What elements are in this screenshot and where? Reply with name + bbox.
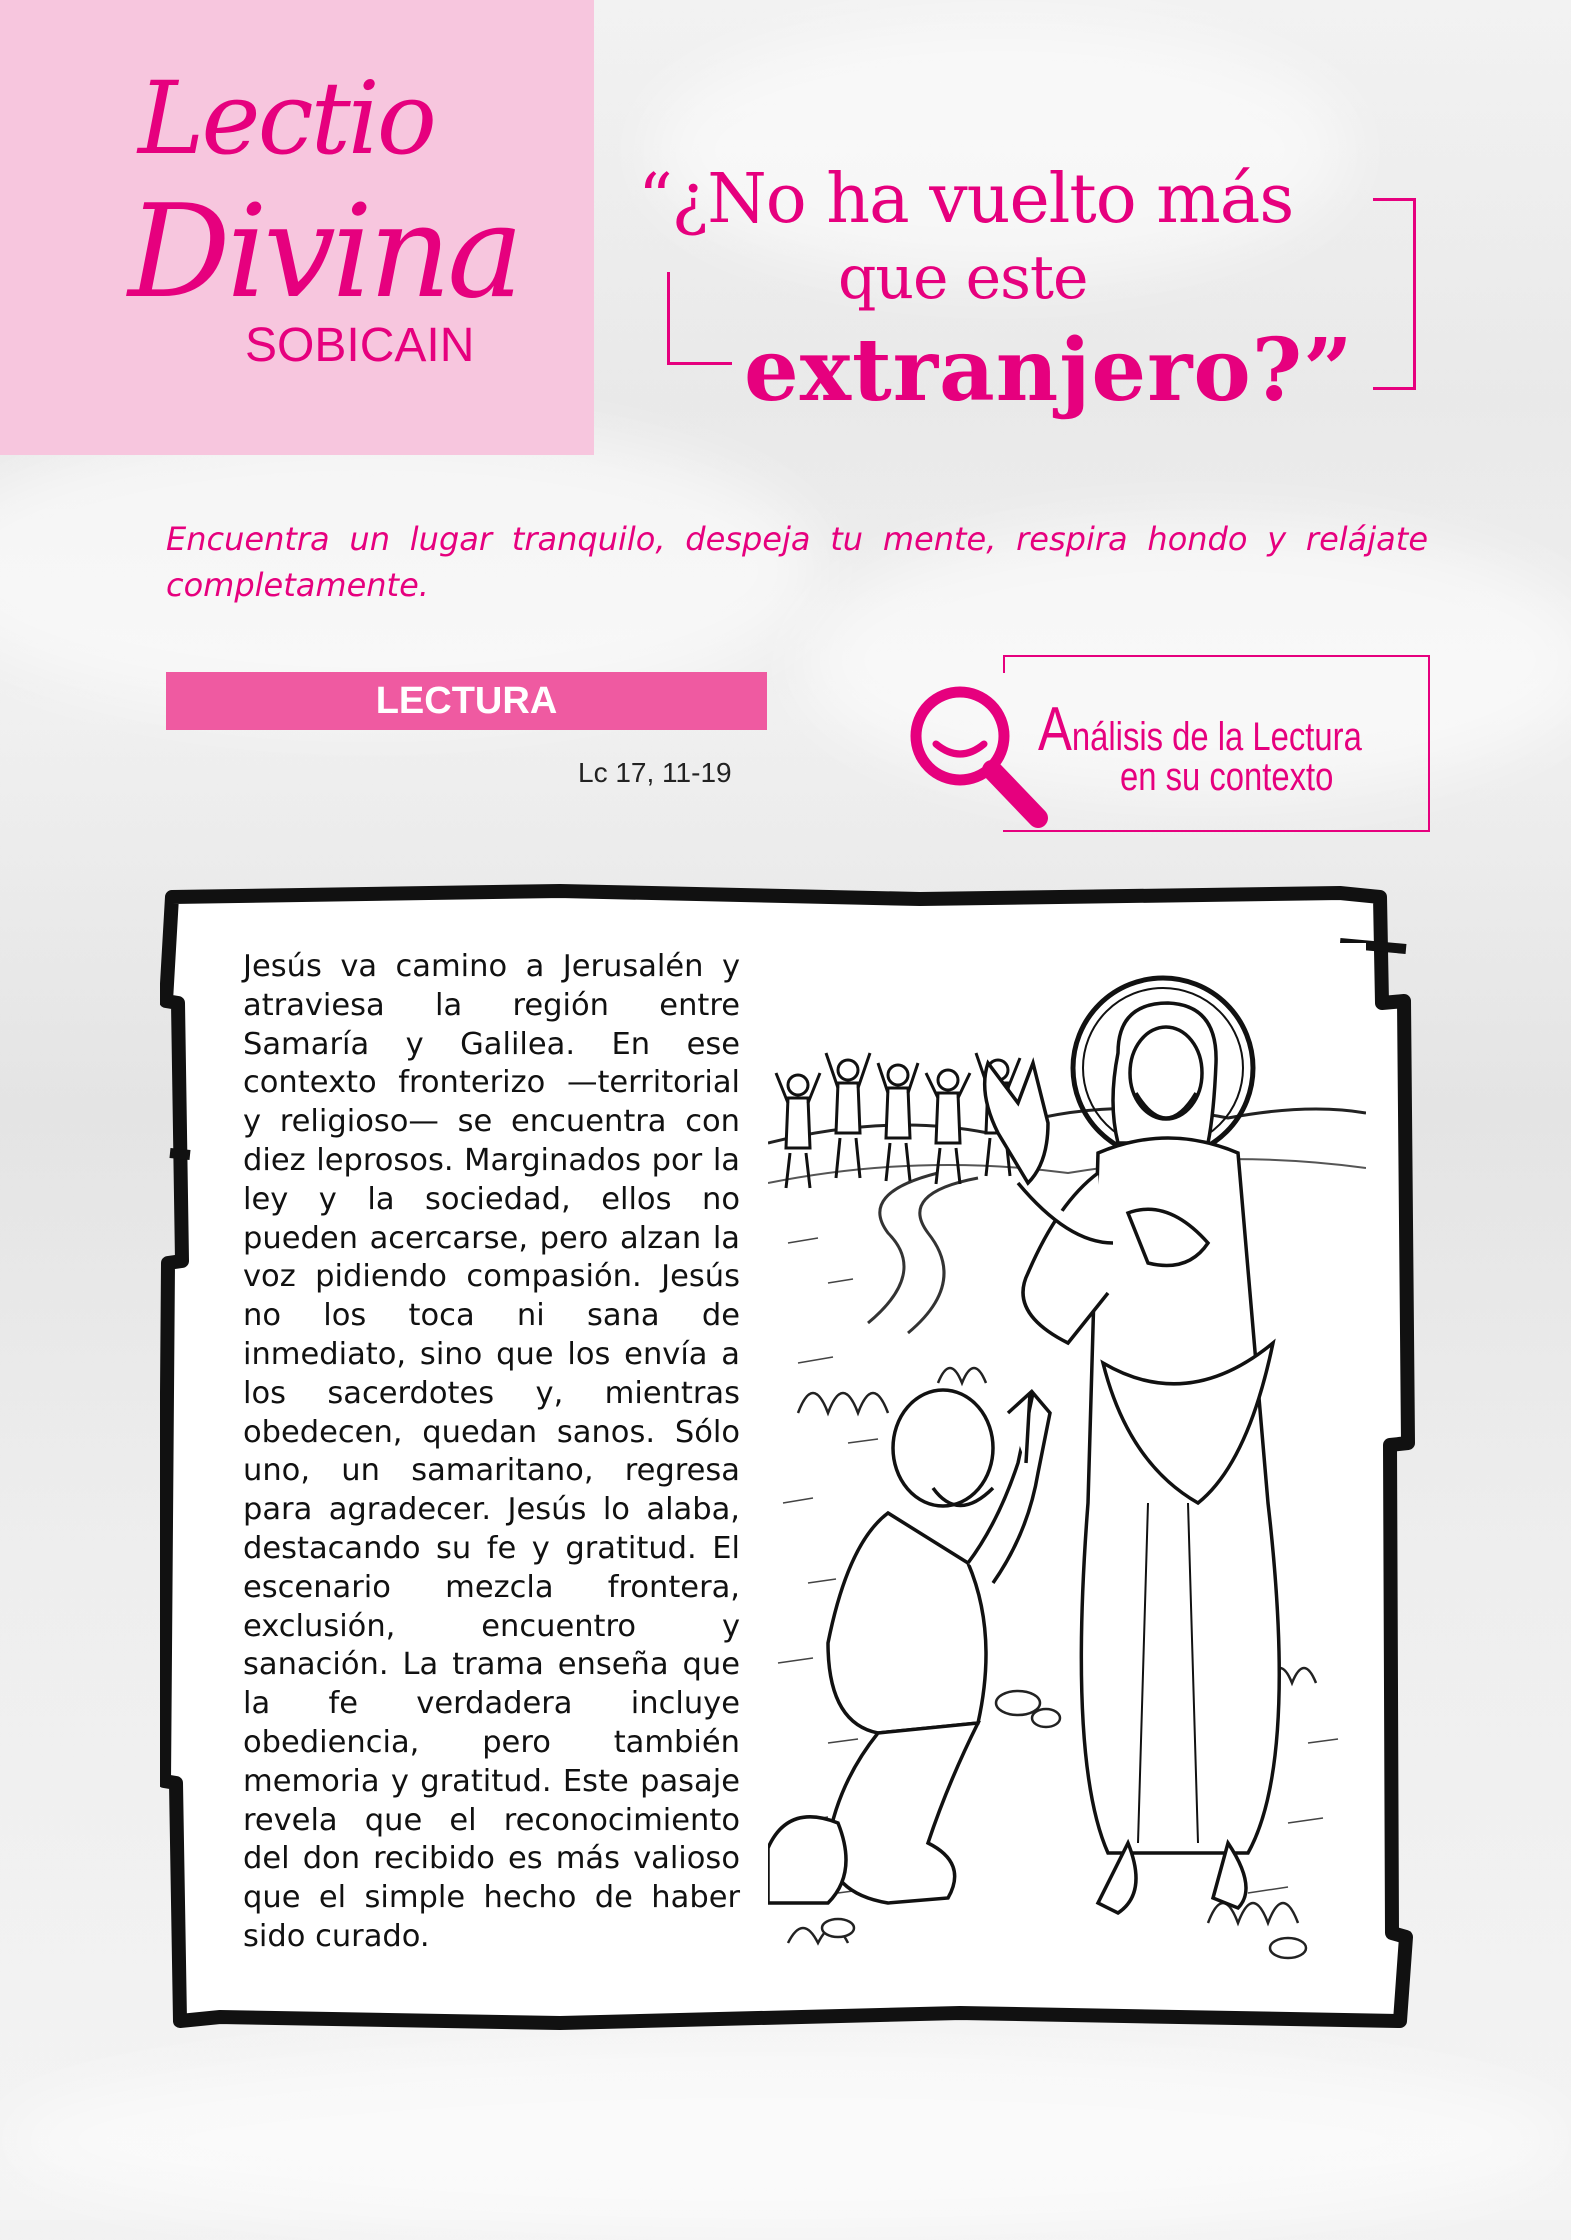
logo-divina: Divina	[128, 178, 520, 327]
logo-block	[0, 0, 594, 455]
logo-sobicain: SOBICAIN	[245, 319, 475, 372]
analysis-title-rest: nálisis de la Lectura	[1071, 715, 1362, 759]
background-cloud	[0, 2040, 1571, 2240]
background-cloud	[650, 20, 1350, 280]
title-line-2: que este	[838, 243, 1088, 313]
reading-text: Jesús va camino a Jerusalén y atraviesa la región entre Samaría y Galilea. En ese contexto fronterizo —territorial y religioso— se encuentra con diez leprosos. Marginados por la ley y la sociedad, ellos no pueden acercarse, pero alzan la voz pidiendo compasión. Jesús no los toca ni sana de inmediato, sino que los envía a los sacerdotes y, mientras obedecen, quedan sanos. Sólo uno, un samaritano, regresa para agradecer. Jesús lo alaba, destacando su fe y gratitud. El escenario mezcla frontera, exclusión, encuentro y sanación. La trama enseña que la fe verdadera incluye obediencia, pero también memoria y gratitud. Este pasaje revela que el reconocimiento del don recibido es más valioso que el simple hecho de haber sido curado.	[243, 949, 740, 1954]
instruction-text: Encuentra un lugar tranquilo, despeja tu mente, respira hondo y relájate completamente.	[166, 520, 1428, 604]
logo-lectio: Lectio	[138, 60, 434, 177]
jesus-healing-illustration	[768, 943, 1366, 1973]
title-bracket-left	[667, 272, 732, 365]
title-bracket-right	[1373, 198, 1416, 390]
title-line-3: extranjero?”	[744, 320, 1354, 421]
magnifier-icon	[900, 678, 1055, 833]
section-label: LECTURA	[166, 672, 767, 730]
analysis-initial: A	[1038, 695, 1072, 764]
bible-reference: Lc 17, 11-19	[578, 757, 732, 788]
analysis-subtitle: en su contexto	[1120, 755, 1334, 799]
title-line-1: “¿No ha vuelto más	[638, 160, 1294, 239]
